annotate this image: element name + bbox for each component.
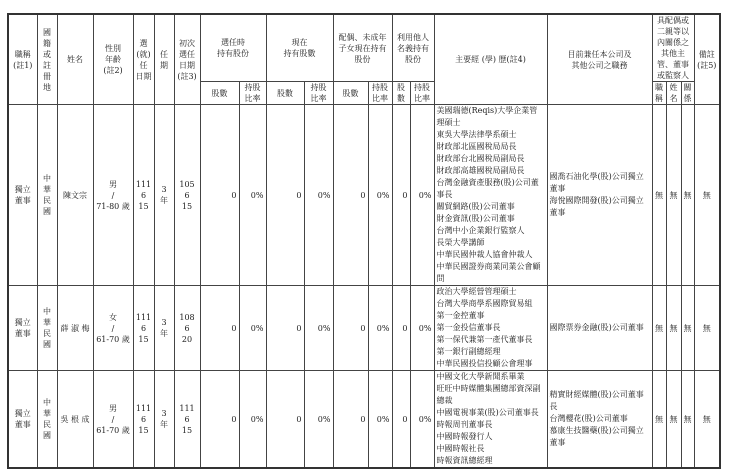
list-line: 台灣大學商學系國際貿易組 — [436, 299, 533, 308]
cell-title: 獨立 董事 — [8, 286, 37, 371]
cell-r1: 0% — [239, 105, 266, 286]
list-line: 國際票券金融(股)公司董事 — [549, 323, 644, 332]
cell-s3: 0 — [333, 371, 368, 469]
header-elected-date: 選 (就) 任 日期 — [133, 14, 154, 105]
cell-first: 111 6 15 — [174, 371, 200, 469]
list-line: 財政部北區國稅局局長 — [436, 142, 517, 151]
header-nationality: 國 籍 或 註 冊 地 — [37, 14, 57, 105]
header-shares-current: 現在 持有股數 — [266, 14, 333, 82]
list-line: 長榮大學講師 — [436, 238, 485, 247]
list-line: 旺旺中時媒體集團總部資深副總裁 — [436, 384, 541, 405]
cell-title: 獨立 董事 — [8, 371, 37, 469]
cell-experience — [434, 371, 547, 469]
cell-r4: 0% — [410, 371, 434, 469]
cell-gender-age: 男 / 71-80 歲 — [93, 105, 133, 286]
list-line: 中國時報社長 — [436, 444, 485, 453]
list-line: 財政部高雄國稅局副局長 — [436, 166, 525, 175]
cell-r2: 0% — [304, 371, 333, 469]
list-line: 財政部台北國稅局副局長 — [436, 154, 525, 163]
sub-ratio: 持股 比率 — [304, 82, 333, 105]
cell-rel-name: 無 — [666, 105, 681, 286]
list-line: 第一銀行副總經理 — [436, 347, 501, 356]
list-line: 第一金投信董事長 — [436, 323, 501, 332]
list-line: 中華民國仲裁人協會仲裁人 — [436, 250, 533, 259]
list-line: 時報周刊董事長 — [436, 420, 493, 429]
cell-s4: 0 — [392, 105, 410, 286]
sub-shares: 股數 — [200, 82, 239, 105]
cell-r2: 0% — [304, 286, 333, 371]
list-line: 中華民國投信投顧公會理事 — [436, 359, 533, 368]
cell-s3: 0 — [333, 105, 368, 286]
cell-nationality: 中華 民國 — [37, 105, 57, 286]
cell-elected: 111 6 15 — [133, 371, 154, 469]
sub-ratio: 持股 比率 — [410, 82, 434, 105]
header-term: 任 期 — [154, 14, 174, 105]
cell-rel-name: 無 — [666, 371, 681, 469]
cell-r2: 0% — [304, 105, 333, 286]
list-line: 中華民國證券商業同業公會顧問 — [436, 262, 541, 283]
sub-shares: 股數 — [266, 82, 304, 105]
cell-concurrent — [547, 371, 652, 469]
cell-remarks: 無 — [694, 105, 720, 286]
cell-name: 吳 根 成 — [57, 371, 93, 469]
cell-concurrent — [547, 286, 652, 371]
cell-concurrent — [547, 105, 652, 286]
cell-experience — [434, 286, 547, 371]
cell-s2: 0 — [266, 105, 304, 286]
header-name: 姓名 — [57, 14, 93, 105]
cell-rel-relation: 無 — [681, 105, 694, 286]
list-line: 國喬石油化學(股)公司獨立董事 — [549, 172, 644, 193]
list-line: 東吳大學法律學系碩士 — [436, 130, 517, 139]
cell-r4: 0% — [410, 286, 434, 371]
list-line: 中國時報發行人 — [436, 432, 493, 441]
cell-rel-title: 無 — [652, 286, 666, 371]
table-row — [8, 371, 720, 469]
cell-nationality: 中華 民國 — [37, 371, 57, 469]
list-line: 精實財經媒體(股)公司董事長 — [549, 390, 644, 411]
cell-rel-relation: 無 — [681, 371, 694, 469]
list-line: 中國電視事業(股)公司董事長 — [436, 408, 539, 417]
sub-name: 姓 名 — [666, 82, 681, 105]
cell-term: 3 年 — [154, 286, 174, 371]
list-line: 台灣金融資產服務(股)公司董事長 — [436, 178, 539, 199]
cell-remarks: 無 — [694, 371, 720, 469]
cell-s4: 0 — [392, 286, 410, 371]
list-line: 台灣櫻花(股)公司董事 — [549, 414, 628, 423]
cell-s1: 0 — [200, 286, 239, 371]
list-line: 台灣中小企業銀行監察人 — [436, 226, 525, 235]
sub-ratio: 持股 比率 — [368, 82, 392, 105]
list-line: 慕康生技醫藥(股)公司獨立董事 — [549, 426, 644, 447]
cell-r3: 0% — [368, 286, 392, 371]
cell-rel-title: 無 — [652, 371, 666, 469]
cell-r3: 0% — [368, 371, 392, 469]
cell-s3: 0 — [333, 286, 368, 371]
cell-r3: 0% — [368, 105, 392, 286]
header-remarks: 備註 (註5) — [694, 14, 720, 105]
cell-name: 薛 淑 梅 — [57, 286, 93, 371]
cell-rel-relation: 無 — [681, 286, 694, 371]
list-line: 中國文化大學新聞系畢業 — [436, 372, 525, 381]
table-row — [8, 105, 720, 286]
cell-elected: 111 6 15 — [133, 286, 154, 371]
cell-r1: 0% — [239, 286, 266, 371]
cell-rel-name: 無 — [666, 286, 681, 371]
sub-relation: 關 係 — [681, 82, 694, 105]
header-gender-age: 性別 年齡 (註2) — [93, 14, 133, 105]
cell-title: 獨立 董事 — [8, 105, 37, 286]
cell-elected: 111 6 15 — [133, 105, 154, 286]
cell-r1: 0% — [239, 371, 266, 469]
header-first-elected: 初次 選任 日期 (註3) — [174, 14, 200, 105]
header-concurrent: 目前兼任本公司及 其他公司之職務 — [547, 14, 652, 105]
cell-s4: 0 — [392, 371, 410, 469]
list-line: 政治大學經營管理碩士 — [436, 287, 517, 296]
cell-nationality: 中華 民國 — [37, 286, 57, 371]
cell-s1: 0 — [200, 371, 239, 469]
header-experience: 主要經 (學) 歷(註4) — [434, 14, 547, 105]
header-relatives: 具配偶或 二親等以 內關係之 其他主 管、董事 或監察人 — [652, 14, 694, 82]
sub-ratio: 持股 比率 — [239, 82, 266, 105]
sub-title: 職 稱 — [652, 82, 666, 105]
cell-r4: 0% — [410, 105, 434, 286]
cell-first: 105 6 15 — [174, 105, 200, 286]
list-line: 財金資訊(股)公司董事 — [436, 214, 515, 223]
sub-shares: 股數 — [392, 82, 410, 105]
sub-shares: 股數 — [333, 82, 368, 105]
cell-term: 3 年 — [154, 105, 174, 286]
cell-s1: 0 — [200, 105, 239, 286]
cell-first: 108 6 20 — [174, 286, 200, 371]
header-title: 職稱 (註1) — [8, 14, 37, 105]
directors-table — [7, 13, 721, 469]
header-shares-elected: 選任時 持有股份 — [200, 14, 266, 82]
list-line: 關貿網路(股)公司董事 — [436, 202, 515, 211]
cell-gender-age: 女 / 61-70 歲 — [93, 286, 133, 371]
cell-name: 陳文宗 — [57, 105, 93, 286]
list-line: 海悅國際開發(股)公司獨立董事 — [549, 196, 644, 217]
cell-remarks: 無 — [694, 286, 720, 371]
cell-s2: 0 — [266, 286, 304, 371]
list-line: 第一金控董事 — [436, 311, 485, 320]
cell-term: 3 年 — [154, 371, 174, 469]
cell-rel-title: 無 — [652, 105, 666, 286]
list-line: 第一保代兼第一產代董事長 — [436, 335, 533, 344]
list-line: 美國瑞德(Reqis)大學企業管理碩士 — [436, 106, 538, 127]
cell-gender-age: 男 / 61-70 歲 — [93, 371, 133, 469]
header-shares-spouse: 配偶、未成年 子女現在持有 股份 — [333, 14, 392, 82]
table-row — [8, 286, 720, 371]
cell-experience — [434, 105, 547, 286]
header-shares-nominee: 利用他人 名義持有 股份 — [392, 14, 434, 82]
list-line: 時報資訊總經理 — [436, 456, 493, 465]
cell-s2: 0 — [266, 371, 304, 469]
